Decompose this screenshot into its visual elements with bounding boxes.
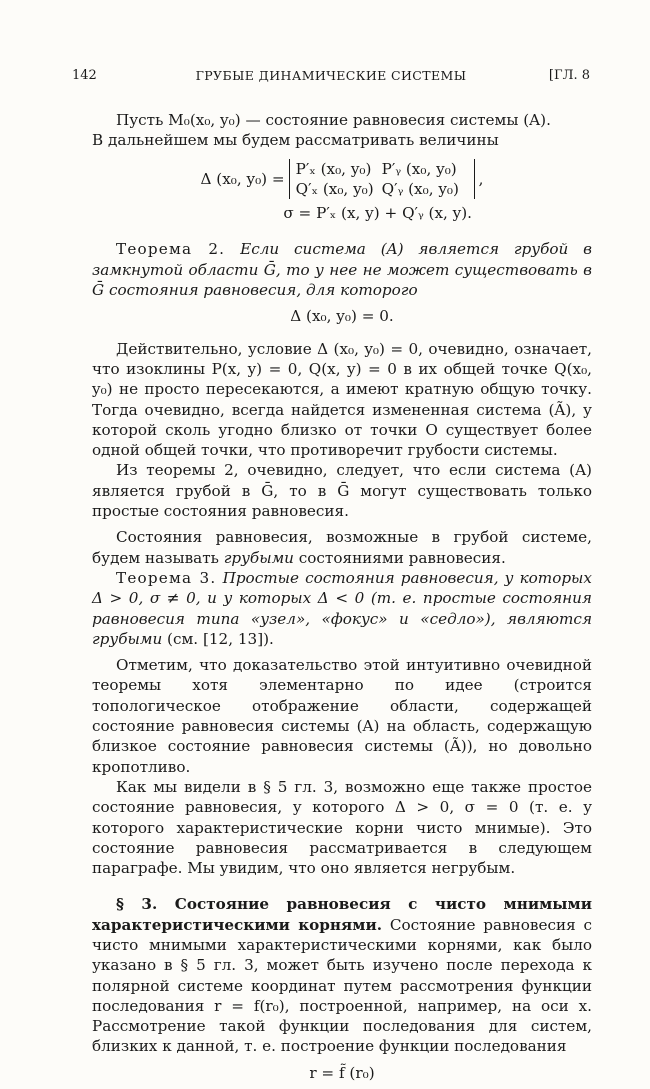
paragraph-pure-imaginary: Как мы видели в § 5 гл. 3, возможно еще также простое состояние равновесия, у которого Δ > 0, σ = 0 (т. е. у которого характеристические корни чисто мнимые). Это состояние равновесия рассматривается в следующем параграфе. Мы увидим, что оно является негрубым. [92,777,592,878]
theorem-2 [92,239,592,300]
page-number: 142 [72,68,97,83]
det-lhs: Δ (x₀, y₀) = [200,169,285,188]
formula-sigma: σ = P′ₓ (x, y) + Q′ᵧ (x, y). [283,204,472,223]
theorem-3-label: Теорема 3. [116,568,217,587]
section-3-title: § 3. Состояние равновесия с чисто мнимыми характеристическими корнями. [92,895,592,934]
page-body [92,110,592,1089]
running-title: ГРУБЫЕ ДИНАМИЧЕСКИЕ СИСТЕМЫ [195,68,467,83]
definition-text-before: Состояния равновесия, возможные в грубой системе, будем называть [92,528,592,567]
det-a: P′ₓ (x₀, y₀) [295,159,372,178]
paragraph-corollary: Из теоремы 2, очевидно, следует, что если система (A) является грубой в Ḡ, то в Ḡ могут существовать только простые состояния равновесия. [92,461,592,521]
theorem-2-label: Теорема 2. [116,240,226,259]
running-header [72,68,590,88]
intro-line-1: Пусть M₀(x₀, y₀) — состояние равновесия системы (A). [116,111,551,129]
formula-delta-zero: Δ (x₀, y₀) = 0. [290,307,394,326]
theorem-3-text: Простые состояния равновесия, у которых Δ > 0, σ ≠ 0, и у которых Δ < 0 (т. е. простые состояния равновесия типа «узел», «фокус» и «седло»), являются грубыми [92,568,592,648]
theorem-3 [92,568,592,649]
det-b: P′ᵧ (x₀, y₀) [381,159,457,178]
section-3-text: Состояние равновесия с чисто мнимыми характеристическими корнями, как было указано в § 5 гл. 3, может быть изучено после перехода к полярной системе координат путем рассмотрения функции последования r = f(r₀), построенной, например, на оси x. Рассмотрение такой функции последования для систем, близких к данной, т. е. построение функции последования [92,915,592,1056]
paragraph-proof: Действительно, условие Δ (x₀, y₀) = 0, очевидно, означает, что изоклины P(x, y) = 0, Q(x, y) = 0 в их общей точке Q(x₀, y₀) не просто пересекаются, а имеют кратную общую точку. Тогда очевидно, всегда найдется измененная система (Ã), у которой сколь угодно близко от точки O существует более одной общей точки, что противоречит грубости системы. [92,339,592,460]
det-c: Q′ₓ (x₀, y₀) [295,179,374,198]
chapter-marker: [ГЛ. 8 [548,68,590,83]
definition-text-after: состояниями равновесия. [293,548,506,567]
formula-determinant [92,159,592,200]
det-d: Q′ᵧ (x₀, y₀) [381,179,459,198]
determinant-matrix [289,159,475,200]
theorem-2-text: Если система (A) является грубой в замкнутой области Ḡ, то у нее не может существовать в Ḡ состояния равновесия, для которого [92,240,592,300]
intro-line-2: В дальнейшем мы будем рассматривать величины [92,131,499,150]
theorem-3-ref: (см. [12, 13]). [162,629,274,648]
det-tail: , [478,169,484,188]
formula-successor-function: r = f̃ (r₀) [309,1063,375,1082]
definition-term: грубыми [223,548,294,567]
paragraph-definition [92,527,592,568]
paragraph-remark: Отметим, что доказательство этой интуитивно очевидной теоремы хотя элементарно по идее (строится топологическое отображение области, содержащей состояние равновесия системы (A) на область, содержащую близкое состояние равновесия системы (Ã)), но довольно кропотливо. [92,656,592,776]
section-3 [92,894,592,1056]
paragraph-equilibrium-intro [92,110,592,151]
